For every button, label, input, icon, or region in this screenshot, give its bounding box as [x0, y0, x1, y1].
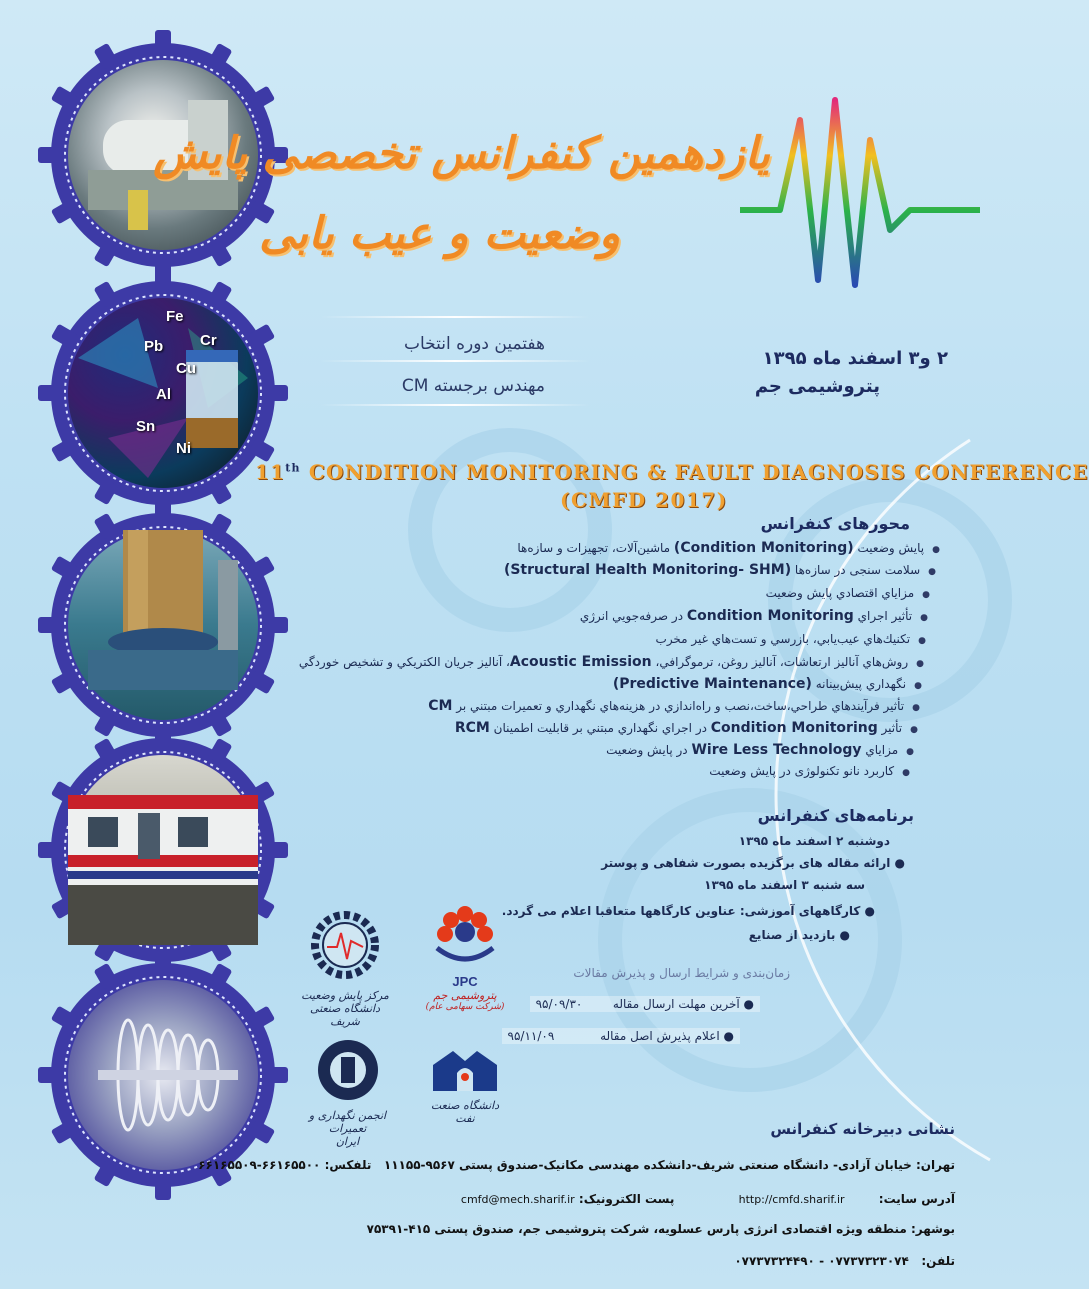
sharif-logo-caption2: دانشگاه صنعتی شریف [310, 1002, 380, 1028]
element-label-al: Al [156, 386, 171, 403]
jpc-caption: پتروشیمی جم [433, 989, 497, 1002]
element-label-ni: Ni [176, 440, 191, 457]
association-caption1: انجمن نگهداری و تعمیرات [308, 1109, 387, 1135]
programs-heading: برنامه‌های کنفرانس [757, 806, 914, 825]
university-caption: دانشگاه صنعت نفت [430, 1099, 500, 1125]
tehran-address: تهران: خیابان آزادی- دانشگاه صنعتی شریف-دانشکده مهندسی مکانیک-صندوق پستی ۹۵۶۷-۱۱۱۵۵ تلفکس: ۶۶۱۶۵۵۰۰-۶۶۱۶۵۵۰۹ [198, 1158, 955, 1172]
sharif-cm-center-logo [300, 905, 390, 1028]
website-email-line: آدرس سایت: http://cmfd.sharif.ir پست الکترونیک: cmfd@mech.sharif.ir [460, 1192, 955, 1206]
topic-item: ● کاربرد نانو تکنولوژی در پایش وضعیت [709, 764, 910, 778]
award-line2: مهندس برجسته CM [401, 376, 545, 396]
email-link[interactable]: cmfd@mech.sharif.ir [460, 1193, 575, 1206]
topic-item: ● تكنيك‌هاي عيب‌يابي، بازرسي و تست‌هاي غير مخرب [656, 632, 926, 646]
english-abbreviation: (CMFD 2017) [560, 488, 728, 512]
conference-title-line2: وضعیت و عیب یابی [259, 208, 620, 259]
jpc-abbrev: JPC [452, 974, 478, 989]
schedule-row: ● اعلام پذیرش اصل مقاله ۹۵/۱۱/۰۹ [502, 1028, 740, 1044]
association-emblem-icon [313, 1035, 383, 1105]
jpc-subcaption: (شرکت سهامی عام) [425, 1002, 505, 1012]
topic-item: ● تأثير اجراي Condition Monitoring در صرفه‌جويي انرژي [580, 608, 928, 624]
topics-heading: محورهای کنفرانس [760, 514, 910, 533]
event-date: ۲ و۳ اسفند ماه ۱۳۹۵ [762, 348, 948, 369]
topic-item: ● تأثير فرآيندهاي طراحي،ساخت،نصب و راه‌اندازي در هزينه‌هاي نگهداري و تعميرات مبتني بر CM [428, 698, 920, 714]
separator-bottom [320, 404, 590, 406]
topics-list [240, 540, 940, 780]
separator-top [320, 316, 590, 318]
university-building-icon [425, 1045, 505, 1095]
gear-logo-icon [305, 905, 385, 985]
phone-line: تلفن: ۰۷۷۳۷۳۲۳۰۷۴ - ۰۷۷۳۷۳۲۴۴۹۰ [734, 1254, 955, 1268]
award-line1: هفتمین دوره انتخاب [403, 334, 545, 354]
element-label-sn: Sn [136, 418, 156, 435]
program-day1: دوشنبه ۲ اسفند ماه ۱۳۹۵ [738, 834, 890, 848]
topic-item: ● مزاياي اقتصادي پايش وضعيت [766, 586, 930, 600]
bushehr-address: بوشهر: منطقه ویژه اقتصادی انرژی پارس عسلویه، شرکت پتروشیمی جم، صندوق پستی ۴۱۵-۷۵۳۹۱ [366, 1222, 955, 1236]
website-link[interactable]: http://cmfd.sharif.ir [738, 1193, 845, 1206]
english-ordinal-suffix: th [285, 461, 301, 475]
conference-title-line1: یازدهمین کنفرانس تخصصی پایش [153, 128, 770, 179]
gear-photo-oil-analysis [38, 268, 288, 518]
english-conference-name [255, 460, 1089, 484]
program-day2-item: ● بازدید از صنایع [748, 928, 850, 942]
jpc-flower-icon [425, 900, 505, 970]
element-label-cr: Cr [200, 332, 217, 349]
ecg-waveform-graphic [740, 80, 980, 310]
separator-mid [320, 360, 590, 362]
event-venue: پتروشیمی جم [754, 376, 880, 397]
english-name: CONDITION MONITORING & FAULT DIAGNOSIS CONFERENCE [308, 460, 1089, 484]
program-day2-item: ● کارگاههای آموزشی: عناوین کارگاهها متعاقبا اعلام می گردد. [501, 904, 875, 918]
element-label-pb: Pb [144, 338, 164, 355]
program-day1-item: ● ارائه مقاله های برگزیده بصورت شفاهی و پوستر [601, 856, 905, 870]
topic-item: ● سلامت سنجی در سازه‌ها (Structural Health Monitoring- SHM) [504, 562, 936, 578]
association-caption2: ایران [335, 1135, 360, 1148]
topic-item: ● مزاياي Wire Less Technology در پايش وضعيت [606, 742, 914, 758]
secretariat-heading: نشانی دبیرخانه کنفرانس [770, 1120, 955, 1138]
element-label-cu: Cu [176, 360, 196, 377]
schedule-row: ● آخرین مهلت ارسال مقاله ۹۵/۰۹/۳۰ [530, 996, 760, 1012]
sharif-logo-caption1: مرکز پایش وضعیت [301, 989, 389, 1002]
topic-item: ● تأثير Condition Monitoring در اجراي نگهداري مبتني بر قابليت اطمينان RCM [455, 720, 918, 736]
english-ordinal: 11 [255, 460, 286, 484]
petroleum-university-logo [420, 1045, 510, 1125]
topic-item: ● پایش وضعیت (Condition Monitoring) ماشین‌آلات، تجهیزات و سازه‌ها [517, 540, 940, 556]
topic-item: ● نگهداري پيش‌بينانه (Predictive Maintenance) [613, 676, 922, 692]
schedule-heading: زمان‌بندی و شرایط ارسال و پذیرش مقالات [573, 966, 790, 980]
iran-maintenance-association-logo [305, 1035, 390, 1148]
element-label-fe: Fe [166, 308, 184, 325]
jpc-logo [425, 900, 505, 1012]
program-day2: سه شنبه ۳ اسفند ماه ۱۳۹۵ [704, 878, 865, 892]
topic-item: ● روش‌هاي آناليز ارتعاشات، آناليز روغن، ترموگرافي، Acoustic Emission، آناليز جريان الكتريكي و تشخيص خوردگي [299, 654, 924, 670]
